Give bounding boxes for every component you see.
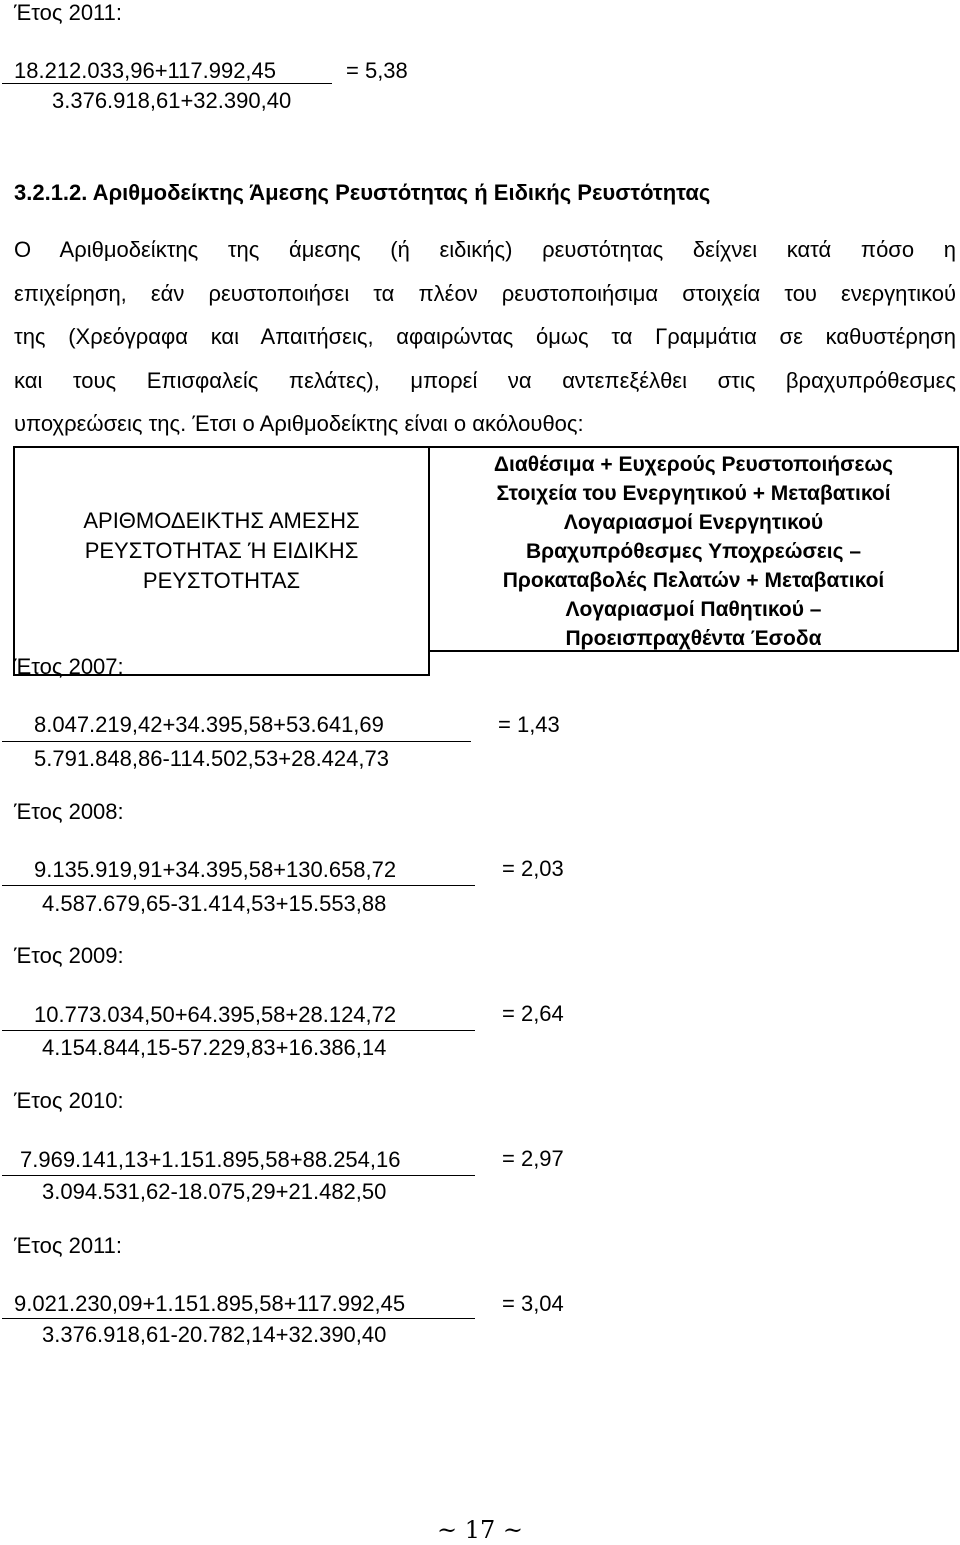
year-numerator: 9.021.230,09+1.151.895,58+117.992,45 — [14, 1291, 406, 1316]
year-numerator: 9.135.919,91+34.395,58+130.658,72 — [34, 857, 397, 882]
formula-denominator-line: Βραχυπρόθεσμες Υποχρεώσεις – — [525, 540, 862, 563]
formula-denominator-line: Προκαταβολές Πελατών + Μεταβατικοί — [502, 569, 885, 592]
paragraph-line: επιχείρηση, εάν ρευστοποιήσει τα πλέον ρευστοποιήσιμα στοιχεία του ενεργητικού — [14, 280, 956, 306]
fraction-line — [2, 1318, 475, 1319]
formula-denominator-line: Προεισπραχθέντα Έσοδα — [565, 627, 822, 650]
top-numerator: 18.212.033,96+117.992,45 — [14, 58, 277, 83]
top-year-label: Έτος 2011: — [14, 0, 123, 25]
section-paragraph — [14, 228, 956, 446]
ratio-formula-cell — [430, 446, 959, 652]
formula-numerator-line: Διαθέσιμα + Ευχερούς Ρευστοποιήσεως — [493, 453, 894, 476]
formula-numerator-line: Στοιχεία του Ενεργητικού + Μεταβατικοί — [496, 482, 891, 505]
fraction-line — [2, 1030, 475, 1031]
year-numerator: 8.047.219,42+34.395,58+53.641,69 — [34, 712, 384, 737]
year-result: = 2,03 — [502, 856, 564, 881]
year-numerator: 10.773.034,50+64.395,58+28.124,72 — [34, 1002, 397, 1027]
year-denominator: 3.094.531,62-18.075,29+21.482,50 — [42, 1179, 387, 1204]
year-result: = 1,43 — [498, 712, 560, 737]
year-result: = 2,97 — [502, 1146, 564, 1171]
year-label: Έτος 2009: — [14, 943, 124, 968]
year-label: Έτος 2011: — [14, 1233, 123, 1258]
year-label: Έτος 2010: — [14, 1088, 124, 1113]
ratio-name-cell — [13, 446, 430, 676]
formula-numerator-line: Λογαριασμοί Ενεργητικού — [563, 511, 824, 534]
top-result: = 5,38 — [346, 58, 408, 83]
ratio-formula — [430, 450, 957, 653]
fraction-line — [2, 1175, 475, 1176]
paragraph-line: και τους Επισφαλείς πελάτες), μπορεί να αντεπεξέλθει στις βραχυπρόθεσμες — [14, 367, 956, 393]
fraction-line — [2, 885, 475, 886]
year-denominator: 4.154.844,15-57.229,83+16.386,14 — [42, 1035, 387, 1060]
ratio-name — [15, 506, 428, 596]
year-denominator: 4.587.679,65-31.414,53+15.553,88 — [42, 891, 387, 916]
top-denominator: 3.376.918,61+32.390,40 — [52, 88, 292, 113]
ratio-name-line: ΡΕΥΣΤΟΤΗΤΑΣ Ή ΕΙΔΙΚΗΣ — [84, 538, 359, 563]
page-number: ~ 17 ~ — [436, 1516, 523, 1544]
top-fraction-line — [2, 83, 332, 84]
ratio-name-line: ΡΕΥΣΤΟΤΗΤΑΣ — [142, 568, 301, 593]
paragraph-line: Ο Αριθμοδείκτης της άμεσης (ή ειδικής) ρευστότητας δείχνει κατά πόσο η — [14, 237, 956, 262]
formula-denominator-line: Λογαριασμοί Παθητικού – — [565, 598, 822, 621]
year-result: = 2,64 — [502, 1001, 564, 1026]
fraction-line — [2, 741, 471, 742]
year-result: = 3,04 — [502, 1291, 564, 1316]
year-denominator: 5.791.848,86-114.502,53+28.424,73 — [34, 746, 389, 771]
year-denominator: 3.376.918,61-20.782,14+32.390,40 — [42, 1322, 387, 1347]
paragraph-line: υποχρεώσεις της. Έτσι ο Αριθμοδείκτης είναι ο ακόλουθος: — [14, 411, 584, 436]
year-label: Έτος 2007: — [14, 654, 124, 679]
ratio-name-line: ΑΡΙΘΜΟΔΕΙΚΤΗΣ ΑΜΕΣΗΣ — [83, 508, 360, 533]
year-label: Έτος 2008: — [14, 799, 124, 824]
paragraph-line: της (Χρεόγραφα και Απαιτήσεις, αφαιρώντας όμως τα Γραμμάτια σε καθυστέρηση — [14, 324, 956, 349]
section-heading: 3.2.1.2. Αριθμοδείκτης Άμεσης Ρευστότητας ή Ειδικής Ρευστότητας — [14, 180, 711, 205]
year-numerator: 7.969.141,13+1.151.895,58+88.254,16 — [20, 1147, 401, 1172]
